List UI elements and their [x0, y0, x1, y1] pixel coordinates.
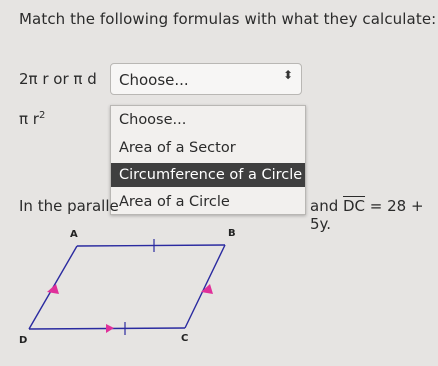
option-area-of-circle[interactable]: Area of a Circle	[119, 194, 230, 210]
problem-text-and: and	[310, 197, 343, 215]
vertex-label-c: C	[181, 333, 189, 344]
vertex-label-d: D	[19, 335, 28, 346]
formula-area-text: π r	[19, 110, 39, 128]
option-choose[interactable]: Choose...	[119, 112, 187, 128]
arrow-dc-icon	[106, 324, 114, 333]
select-dropdown-menu	[110, 105, 306, 215]
answer-select[interactable]	[110, 63, 302, 95]
problem-equation: = 28 + 5y.	[310, 197, 424, 233]
select-value: Choose...	[119, 71, 189, 89]
formula-area-exponent: 2	[38, 110, 46, 121]
option-area-of-sector[interactable]: Area of a Sector	[119, 140, 236, 156]
option-circumference-of-circle[interactable]: Circumference of a Circle	[111, 163, 305, 187]
edge-bc	[185, 245, 225, 328]
arrow-ad-icon	[47, 284, 59, 294]
segment-dc: $\overline{DC}$	[343, 197, 366, 215]
formula-area	[19, 110, 45, 128]
edge-ab	[77, 245, 225, 246]
problem-text-left: In the paralle	[19, 197, 119, 215]
select-arrow-icon: ⬍	[282, 68, 293, 82]
question-title: Match the following formulas with what they calculate:	[19, 10, 437, 28]
vertex-label-a: A	[70, 229, 78, 240]
vertex-label-b: B	[228, 228, 236, 239]
formula-circumference: 2π r or π d	[19, 70, 97, 88]
parallelogram-diagram	[0, 222, 438, 366]
